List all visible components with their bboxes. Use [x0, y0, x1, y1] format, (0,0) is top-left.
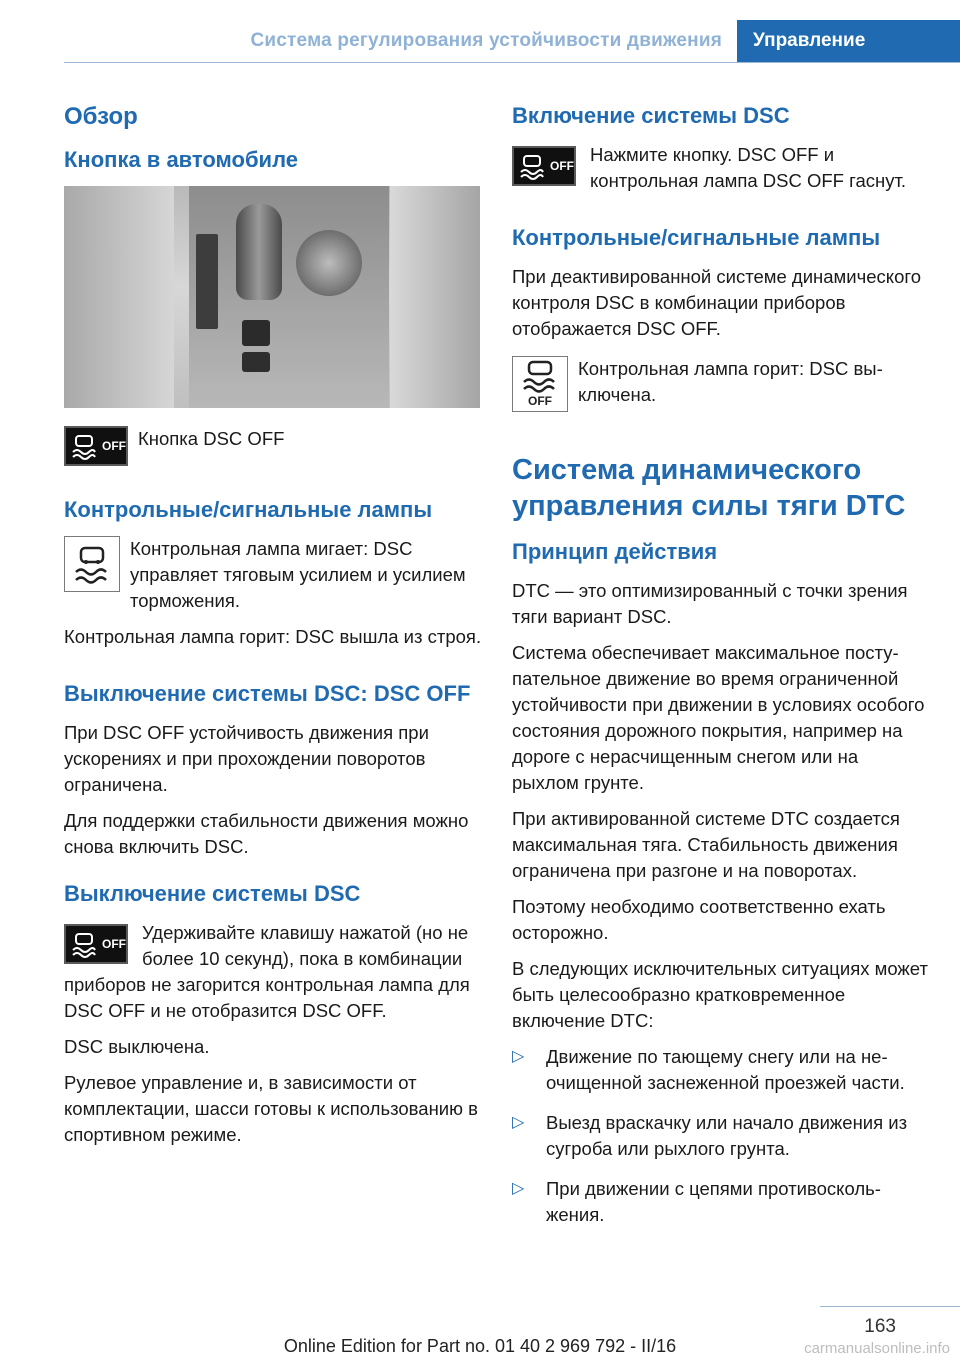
off-label: OFF	[102, 439, 126, 453]
auto-hold-button	[242, 352, 270, 372]
disable-heading: Выключение системы DSC: DSC OFF	[64, 681, 471, 706]
console-photo	[64, 186, 480, 408]
triangle-bullet-icon: ▷	[512, 1048, 525, 1065]
gear-selector	[236, 204, 282, 300]
list-item: ▷ При движении с цепями противоскольжения.	[512, 1178, 881, 1225]
right-lamp-on-text: Контрольная лампа горит: DSC выключена.	[578, 358, 883, 405]
triangle-bullet-icon: ▷	[512, 1180, 525, 1197]
left-column	[64, 100, 484, 1158]
list-item: ▷ Движение по тающему снегу или на неочищенной заснеженной проезжей части.	[512, 1046, 905, 1093]
triangle-bullet-icon: ▷	[512, 1114, 525, 1131]
situation-list	[512, 1044, 928, 1228]
right-lamps-p1: При деактивированной системе динамического контроля DSC в комбинации приборов отображается DSC OFF.	[512, 266, 922, 339]
button-panel	[196, 234, 218, 329]
dsc-off-icon-enable	[512, 146, 576, 186]
dtc-p1: DTC — это оптимизированный с точки зрения тяги вариант DSC.	[512, 580, 908, 627]
lamp-blink-row	[64, 536, 484, 614]
lamp-blink-text: Контрольная лампа мигает: DSC управляет тяговым усилием и усилием торможения.	[130, 538, 466, 611]
edition-footer: Online Edition for Part no. 01 40 2 969 792 - II/16	[283, 1336, 677, 1356]
dtc-p4: Поэтому необходимо соответственно ехать осторожно.	[512, 896, 886, 943]
svg-text:OFF: OFF	[528, 394, 552, 408]
overview-title: Обзор	[64, 103, 138, 130]
dsc-off-caption: Кнопка DSC OFF	[138, 428, 285, 449]
disable-sub-p1: Удерживайте клавишу нажатой (но не более 10 секунд), пока в комбинации приборов не загорится контрольная лампа для DSC OFF и не отобразится DSC OFF.	[64, 922, 470, 1021]
dtc-p5: В следующих исключительных ситуациях может быть целесообразно кратковременное включение DTC:	[512, 958, 928, 1031]
disable-p2: Для поддержки стабильности движения можно снова включить DSC.	[64, 810, 469, 857]
lamps-heading: Контрольные/сигнальные лампы	[64, 497, 433, 522]
disable-p1: При DSC OFF устойчивость движения при ускорениях и при прохождении поворотов ограничена.	[64, 722, 429, 795]
principle-heading: Принцип действия	[512, 539, 718, 564]
button-heading: Кнопка в автомобиле	[64, 147, 298, 172]
dtc-p2: Система обеспечивает максимальное поступательное движение во время ограниченной устойчивости при движении в условиях особого состояния дорожного покрытия, например на дороге с нерасчищенным снегом или на рыхлом грунте.	[512, 642, 925, 793]
dsc-off-icon	[64, 426, 128, 466]
disable-sub-heading: Выключение системы DSC	[64, 881, 361, 906]
chapter-tab: Управление	[737, 20, 960, 63]
dtc-p3: При активированной системе DTC создается максимальная тяга. Стабильность движения ограничена при разгоне и на поворотах.	[512, 808, 900, 881]
dsc-warning-icon	[64, 536, 120, 592]
enable-text: Нажмите кнопку. DSC OFF и контрольная лампа DSC OFF гаснут.	[590, 144, 907, 191]
off-label: OFF	[102, 937, 126, 951]
left-seat	[64, 186, 174, 408]
disable-sub-p3: Рулевое управление и, в зависимости от комплектации, шасси готовы к использованию в спортивном режиме.	[64, 1072, 478, 1145]
right-seat	[390, 186, 480, 408]
dsc-off-lamp-icon	[512, 356, 568, 412]
lamp-on-row	[512, 356, 928, 412]
section-title: Система регулирования устойчивости движения	[250, 30, 722, 51]
list-item: ▷ Выезд враскачку или начало движения из сугроба или рыхлого грунта.	[512, 1112, 908, 1159]
watermark: carmanualsonline.info	[804, 1340, 950, 1357]
off-label: OFF	[550, 159, 574, 173]
right-lamps-heading: Контрольные/сигнальные лампы	[512, 225, 881, 250]
center-console	[189, 186, 389, 408]
enable-heading: Включение системы DSC	[512, 103, 790, 128]
right-column	[512, 100, 928, 1242]
dsc-off-caption-row	[64, 426, 484, 466]
lamp-on-text: Контрольная лампа горит: DSC вышла из строя.	[64, 626, 482, 647]
page-number: 163	[864, 1316, 896, 1337]
header-rule	[64, 62, 960, 63]
footer-rule	[820, 1306, 960, 1307]
parking-brake-button	[242, 320, 270, 346]
dsc-off-icon-inline	[64, 924, 128, 964]
idrive-controller	[296, 230, 362, 296]
dtc-title: Система динамического управления силы тяги DTC	[512, 454, 906, 522]
disable-sub-p2: DSC выключена.	[64, 1036, 210, 1057]
